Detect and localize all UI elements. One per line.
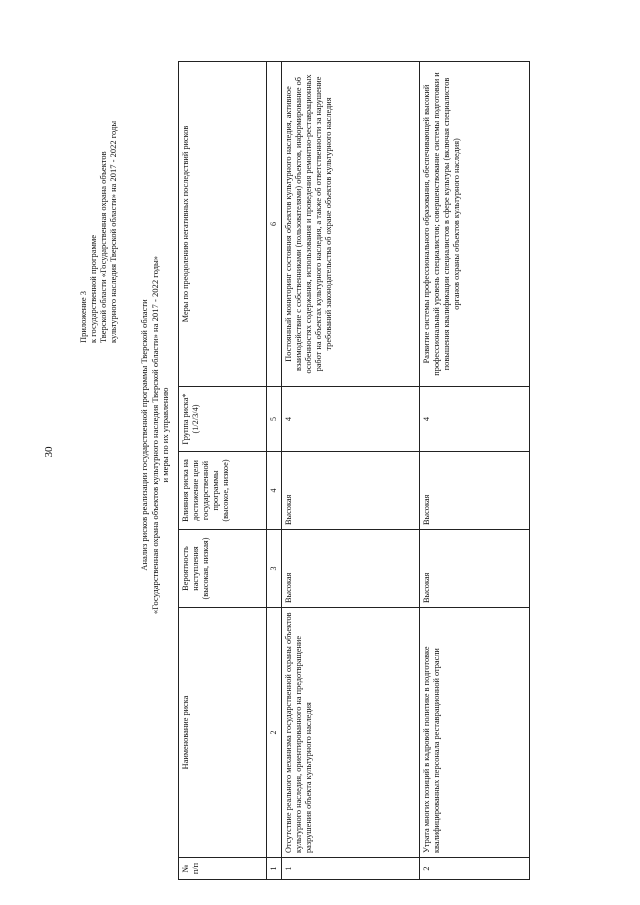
header-measures: Меры по преодолению негативных последствий рисков xyxy=(179,62,267,387)
appendix-line: культурного наследия Тверской области» на 2017 - 2022 годы xyxy=(108,120,118,343)
column-number: 2 xyxy=(267,608,282,858)
risk-group: 4 xyxy=(420,387,530,452)
risk-group: 4 xyxy=(282,387,420,452)
appendix-line: Тверской области «Государственная охрана объектов xyxy=(98,151,108,343)
heading-line: «Государственная охрана объектов культурного наследия Тверской области» на 2017 - 2022 годы» xyxy=(149,255,160,615)
header-probability: Вероятность наступления (высокая, низкая) xyxy=(179,530,267,608)
table-row xyxy=(282,62,420,880)
risk-probability: Высокая xyxy=(282,530,420,608)
risk-impact: Высокая xyxy=(282,452,420,530)
header-impact: Влияния риска на достижение цели государственной программы (высокое, низкое) xyxy=(179,452,267,530)
header-risk-name: Наименование риска xyxy=(179,608,267,858)
appendix-line: Приложение 3 xyxy=(78,291,88,343)
column-number: 1 xyxy=(267,858,282,880)
risk-impact: Высокая xyxy=(420,452,530,530)
header-risk-group: Группа риска* (1/2/3/4) xyxy=(179,387,267,452)
header-number: № п/п xyxy=(179,858,267,880)
risk-measures: Развитие системы профессионального образования, обеспечивающей высокий профессиональный уровень специалистов; совершенствование системы подготовки и повышения квалификации специалистов в сфере культуры (включая специалистов органов охраны объектов культурного наследия) xyxy=(420,62,530,387)
row-number: 1 xyxy=(282,858,420,880)
risk-table xyxy=(178,61,530,880)
risk-name: Отсутствие реального механизма государственной охраны объектов культурного наследия, ориентированного на предотвращение разрушения объекта культурного наследия xyxy=(282,608,420,858)
row-number: 2 xyxy=(420,858,530,880)
column-number: 5 xyxy=(267,387,282,452)
document-heading xyxy=(139,155,171,715)
page-number: 30 xyxy=(43,446,55,458)
risk-name: Утрата многих позиций в кадровой политике в подготовке квалифицированных персонала реставрационной отрасли xyxy=(420,608,530,858)
table-row xyxy=(420,62,530,880)
risk-probability: Высокая xyxy=(420,530,530,608)
table-header-row xyxy=(179,62,267,880)
column-number: 4 xyxy=(267,452,282,530)
heading-line: и меры по их управлению xyxy=(160,387,170,483)
column-number: 3 xyxy=(267,530,282,608)
risk-measures: Постоянный мониторинг состояния объектов культурного наследия, активное взаимодействие с собственниками (пользователями) объектов, информирование об особенностях содержания, использования и проведения ремонтно-реставрационных работ на объектах культурного наследия, а также об ответственности за нарушение требований законодательства об охране объектов культурного наследия xyxy=(282,62,420,387)
appendix-line: к государственной программе xyxy=(88,234,98,343)
column-number: 6 xyxy=(267,62,282,387)
column-number-row xyxy=(267,62,282,880)
appendix-block xyxy=(78,13,118,343)
heading-line: Анализ рисков реализации государственной программы Тверской области xyxy=(139,299,149,571)
